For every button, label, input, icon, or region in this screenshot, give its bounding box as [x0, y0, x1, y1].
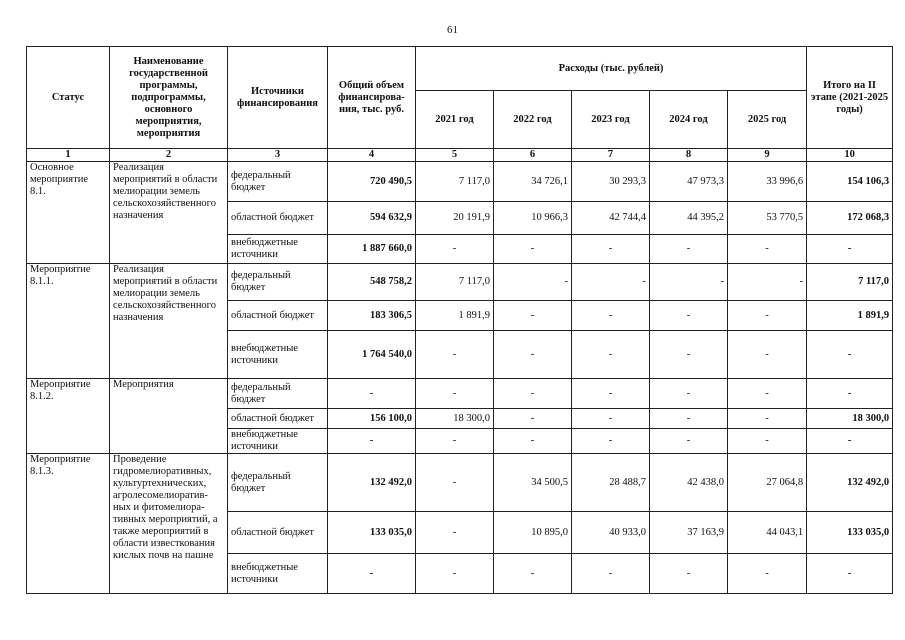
- year-value-cell: -: [728, 554, 807, 594]
- year-value-cell: -: [416, 235, 494, 264]
- year-value-cell: -: [650, 379, 728, 409]
- source-cell: внебюджетные источники: [228, 331, 328, 379]
- year-value-cell: -: [494, 429, 572, 454]
- source-cell: федеральный бюджет: [228, 379, 328, 409]
- year-value-cell: -: [416, 331, 494, 379]
- year-value-cell: 47 973,3: [650, 162, 728, 202]
- year-value-cell: 18 300,0: [416, 409, 494, 429]
- stage-total-cell: 154 106,3: [807, 162, 893, 202]
- year-value-cell: -: [650, 409, 728, 429]
- column-index: 2: [110, 149, 228, 162]
- column-index: 3: [228, 149, 328, 162]
- year-value-cell: -: [650, 301, 728, 331]
- total-cell: 720 490,5: [328, 162, 416, 202]
- year-value-cell: 42 744,4: [572, 202, 650, 235]
- year-value-cell: 44 395,2: [650, 202, 728, 235]
- table-row: [27, 379, 893, 409]
- column-index: 6: [494, 149, 572, 162]
- year-value-cell: 10 895,0: [494, 512, 572, 554]
- year-value-cell: -: [572, 554, 650, 594]
- year-value-cell: 33 996,6: [728, 162, 807, 202]
- year-value-cell: -: [494, 235, 572, 264]
- source-cell: областной бюджет: [228, 512, 328, 554]
- year-value-cell: 30 293,3: [572, 162, 650, 202]
- year-value-cell: -: [650, 264, 728, 301]
- year-value-cell: 44 043,1: [728, 512, 807, 554]
- event-name-cell: Реализация мероприятий в области мелиорации земель сельскохозяйственного назначения: [110, 264, 228, 379]
- header-name: Наименование государственной программы, подпрограммы, основного мероприятия, мероприятия: [110, 47, 228, 149]
- table-row: [27, 162, 893, 202]
- year-value-cell: -: [572, 264, 650, 301]
- column-index: 10: [807, 149, 893, 162]
- stage-total-cell: 172 068,3: [807, 202, 893, 235]
- year-value-cell: 34 726,1: [494, 162, 572, 202]
- year-value-cell: 40 933,0: [572, 512, 650, 554]
- year-value-cell: -: [416, 454, 494, 512]
- year-value-cell: -: [572, 301, 650, 331]
- status-cell: Основное мероприятие 8.1.: [27, 162, 110, 264]
- year-value-cell: -: [494, 264, 572, 301]
- source-cell: федеральный бюджет: [228, 454, 328, 512]
- year-value-cell: -: [728, 264, 807, 301]
- column-index: 5: [416, 149, 494, 162]
- year-value-cell: 53 770,5: [728, 202, 807, 235]
- source-cell: областной бюджет: [228, 202, 328, 235]
- header-status: Статус: [27, 47, 110, 149]
- year-value-cell: -: [728, 429, 807, 454]
- column-index: 8: [650, 149, 728, 162]
- total-cell: -: [328, 429, 416, 454]
- year-value-cell: -: [728, 409, 807, 429]
- table-row: [27, 454, 893, 512]
- stage-total-cell: 1 891,9: [807, 301, 893, 331]
- stage-total-cell: 18 300,0: [807, 409, 893, 429]
- header-sources: Источники финансирования: [228, 47, 328, 149]
- stage-total-cell: 133 035,0: [807, 512, 893, 554]
- stage-total-cell: -: [807, 379, 893, 409]
- year-value-cell: -: [728, 331, 807, 379]
- year-value-cell: 37 163,9: [650, 512, 728, 554]
- total-cell: -: [328, 554, 416, 594]
- total-cell: 1 887 660,0: [328, 235, 416, 264]
- source-cell: федеральный бюджет: [228, 162, 328, 202]
- year-value-cell: -: [416, 512, 494, 554]
- year-value-cell: -: [494, 409, 572, 429]
- source-cell: внебюджетные источники: [228, 235, 328, 264]
- event-name-cell: Мероприятия: [110, 379, 228, 454]
- table-body: [27, 162, 893, 594]
- year-value-cell: -: [494, 331, 572, 379]
- header-year: 2022 год: [494, 91, 572, 149]
- total-cell: 183 306,5: [328, 301, 416, 331]
- year-value-cell: 20 191,9: [416, 202, 494, 235]
- source-cell: внебюджетные источники: [228, 429, 328, 454]
- column-index: 4: [328, 149, 416, 162]
- header-total: Общий объем финансирова-ния, тыс. руб.: [328, 47, 416, 149]
- status-cell: Мероприятие 8.1.1.: [27, 264, 110, 379]
- header-year: 2021 год: [416, 91, 494, 149]
- year-value-cell: -: [650, 235, 728, 264]
- total-cell: 132 492,0: [328, 454, 416, 512]
- year-value-cell: -: [728, 379, 807, 409]
- year-value-cell: 28 488,7: [572, 454, 650, 512]
- header-stage-total: Итого на II этапе (2021-2025 годы): [807, 47, 893, 149]
- total-cell: 156 100,0: [328, 409, 416, 429]
- header-year: 2025 год: [728, 91, 807, 149]
- year-value-cell: -: [728, 235, 807, 264]
- total-cell: 548 758,2: [328, 264, 416, 301]
- year-value-cell: 7 117,0: [416, 162, 494, 202]
- year-value-cell: -: [416, 379, 494, 409]
- year-value-cell: -: [494, 554, 572, 594]
- source-cell: областной бюджет: [228, 301, 328, 331]
- year-value-cell: -: [650, 554, 728, 594]
- year-value-cell: 42 438,0: [650, 454, 728, 512]
- year-value-cell: -: [416, 429, 494, 454]
- year-value-cell: -: [728, 301, 807, 331]
- year-value-cell: -: [650, 429, 728, 454]
- total-cell: -: [328, 379, 416, 409]
- year-value-cell: -: [572, 429, 650, 454]
- total-cell: 594 632,9: [328, 202, 416, 235]
- year-value-cell: -: [572, 379, 650, 409]
- event-name-cell: Проведение гидромелиоративных, культуртехнических, агролесомелиоратив-ных и фитомелиора-тивных мероприятий, а также мероприятий в области известкования кислых почв на пашне: [110, 454, 228, 594]
- stage-total-cell: -: [807, 235, 893, 264]
- column-index: 9: [728, 149, 807, 162]
- column-index: 1: [27, 149, 110, 162]
- stage-total-cell: -: [807, 331, 893, 379]
- status-cell: Мероприятие 8.1.2.: [27, 379, 110, 454]
- year-value-cell: -: [494, 301, 572, 331]
- header-year: 2023 год: [572, 91, 650, 149]
- source-cell: областной бюджет: [228, 409, 328, 429]
- stage-total-cell: -: [807, 429, 893, 454]
- total-cell: 1 764 540,0: [328, 331, 416, 379]
- header-expenses: Расходы (тыс. рублей): [416, 47, 807, 91]
- year-value-cell: -: [572, 409, 650, 429]
- event-name-cell: Реализация мероприятий в области мелиорации земель сельскохозяйственного назначения: [110, 162, 228, 264]
- source-cell: внебюджетные источники: [228, 554, 328, 594]
- year-value-cell: 10 966,3: [494, 202, 572, 235]
- stage-total-cell: 132 492,0: [807, 454, 893, 512]
- year-value-cell: -: [572, 235, 650, 264]
- year-value-cell: 1 891,9: [416, 301, 494, 331]
- status-cell: Мероприятие 8.1.3.: [27, 454, 110, 594]
- header-year: 2024 год: [650, 91, 728, 149]
- year-value-cell: -: [494, 379, 572, 409]
- year-value-cell: -: [572, 331, 650, 379]
- financing-table: [26, 46, 893, 594]
- year-value-cell: -: [416, 554, 494, 594]
- year-value-cell: -: [650, 331, 728, 379]
- total-cell: 133 035,0: [328, 512, 416, 554]
- table-row: [27, 264, 893, 301]
- page-number: 61: [447, 24, 458, 36]
- year-value-cell: 7 117,0: [416, 264, 494, 301]
- stage-total-cell: -: [807, 554, 893, 594]
- year-value-cell: 34 500,5: [494, 454, 572, 512]
- year-value-cell: 27 064,8: [728, 454, 807, 512]
- source-cell: федеральный бюджет: [228, 264, 328, 301]
- column-index: 7: [572, 149, 650, 162]
- stage-total-cell: 7 117,0: [807, 264, 893, 301]
